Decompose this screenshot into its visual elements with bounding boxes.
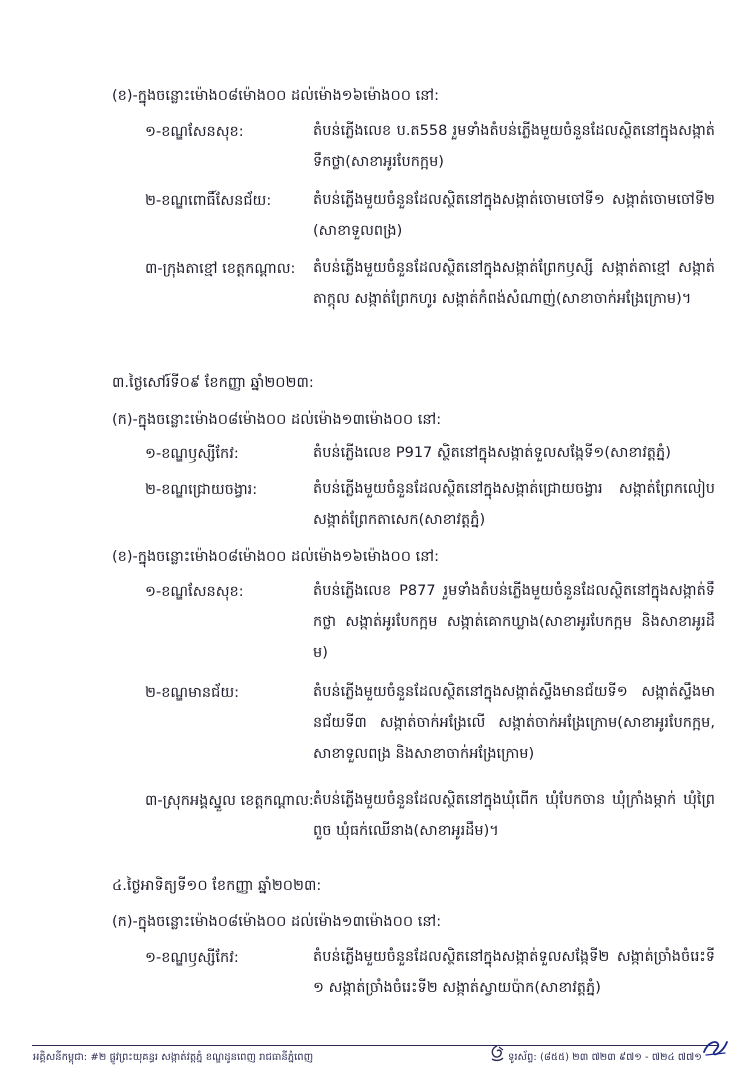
item-description: តំបន់ភ្លើងលេខ P917 ស្ថិតនៅក្នុងសង្កាត់ទួលសង្កែទី១(សាខាវត្តភ្នំ)	[313, 445, 671, 461]
footer-address: អគ្គិសនីកម្ពុជា: #២ ផ្លូវព្រះយុគន្ធរ សង្កាត់វត្តភ្នំ ខណ្ឌដូនពេញ រាជធានីភ្នំពេញ	[33, 1052, 314, 1063]
item-label: ១-ខណ្ឌសែនសុខ:	[145, 124, 244, 140]
item-label: ១-ខណ្ឌឫស្សីកែវ:	[145, 446, 239, 462]
item-label: ៣-ក្រុងតាខ្មៅ ខេត្តកណ្តាល:	[145, 261, 296, 277]
item-label: ២-ខណ្ឌពោធិ៍សែនជ័យ:	[145, 193, 272, 209]
item-label: ១-ខណ្ឌឫស្សីកែវ:	[145, 950, 239, 966]
item-label: ២-ខណ្ឌជ្រោយចង្វារ:	[145, 482, 258, 498]
footer-phone: ទូរស័ព្ទ: (៨៥៥) ២៣ ៧២៣ ៩៧១ - ៧២៤ ៧៧១	[508, 1052, 702, 1063]
signature-icon	[700, 1036, 730, 1058]
item-description: តំបន់ភ្លើងលេខ P877 រួមទាំងតំបន់ភ្លើងមួយចំនួនដែលស្ថិតនៅក្នុងសង្កាត់ទឹកថ្លា សង្កាត់អូរបែកក្អម សង្កាត់គោកឃ្លាង(សាខាអូរបែកក្អម និងសាខាអូរដឹម)	[313, 583, 715, 661]
day-heading: ៣.ថ្ងៃសៅរ៍ទី០៩ ខែកញ្ញា ឆ្នាំ២០២៣:	[112, 375, 314, 391]
section-a-heading: (ក)-ក្នុងចន្លោះម៉ោង០៨ម៉ោង០០ ដល់ម៉ោង១៣ម៉ោង០០ នៅ:	[112, 914, 442, 930]
item-label: ៣-ស្រុកអង្គស្នួល ខេត្តកណ្តាល:	[145, 793, 314, 809]
item-description: តំបន់ភ្លើងមួយចំនួនដែលស្ថិតនៅក្នុងសង្កាត់ចោមចៅទី១ សង្កាត់ចោមចៅទី២(សាខាទួលពង្រ)	[313, 192, 715, 239]
item-description: តំបន់ភ្លើងលេខ ប.ត558 រួមទាំងតំបន់ភ្លើងមួយចំនួនដែលស្ថិតនៅក្នុងសង្កាត់ទឹកថ្លា(សាខាអូរបែកក្អម)	[313, 123, 715, 170]
day-heading: ៤.ថ្ងៃអាទិត្យទី១០ ខែកញ្ញា ឆ្នាំ២០២៣:	[112, 878, 322, 894]
item-description: តំបន់ភ្លើងមួយចំនួនដែលស្ថិតនៅក្នុងសង្កាត់ទួលសង្កែទី២ សង្កាត់ច្រាំងចំរេះទី១ សង្កាត់ច្រាំងចំរេះទី២ សង្កាត់ស្វាយប៉ាក(សាខាវត្តភ្នំ)	[313, 949, 715, 996]
item-label: ២-ខណ្ឌមានជ័យ:	[145, 685, 240, 701]
item-description: តំបន់ភ្លើងមួយចំនួនដែលស្ថិតនៅក្នុងឃុំពើក ឃុំបែកចាន ឃុំក្រាំងម្កាក់ ឃុំព្រៃពួច ឃុំធក់ឈើនាង(សាខាអូរដឹម)។	[313, 792, 715, 839]
footer-divider	[32, 1045, 718, 1046]
item-description: តំបន់ភ្លើងមួយចំនួនដែលស្ថិតនៅក្នុងសង្កាត់ព្រែកឫស្សី សង្កាត់តាខ្មៅ សង្កាត់តាក្តុល សង្កាត់ព្រែកហូរ សង្កាត់កំពង់សំណាញ់(សាខាចាក់អង្រែក្រោម)។	[313, 260, 715, 307]
section-a-heading: (ក)-ក្នុងចន្លោះម៉ោង០៨ម៉ោង០០ ដល់ម៉ោង១៣ម៉ោង០០ នៅ:	[112, 412, 442, 428]
item-description: តំបន់ភ្លើងមួយចំនួនដែលស្ថិតនៅក្នុងសង្កាត់ស្ទឹងមានជ័យទី១ សង្កាត់ស្ទឹងមានជ័យទី៣ សង្កាត់ចាក់អង្រែលើ សង្កាត់ចាក់អង្រែក្រោម(សាខាអូរបែកក្អម, សាខាទួលពង្រ និងសាខាចាក់អង្រែក្រោម)	[313, 684, 715, 762]
item-description: តំបន់ភ្លើងមួយចំនួនដែលស្ថិតនៅក្នុងសង្កាត់ជ្រោយចង្វារ សង្កាត់ព្រែកលៀប សង្កាត់ព្រែកតាសេក(សាខាវត្តភ្នំ)	[313, 481, 715, 528]
item-label: ១-ខណ្ឌសែនសុខ:	[145, 584, 244, 600]
section-b-heading: (ខ)-ក្នុងចន្លោះម៉ោង០៨ម៉ោង០០ ដល់ម៉ោង១៦ម៉ោង០០ នៅ:	[112, 549, 439, 565]
section-b-heading: (ខ)-ក្នុងចន្លោះម៉ោង០៨ម៉ោង០០ ដល់ម៉ោង១៦ម៉ោង០០ នៅ:	[112, 88, 439, 104]
company-logo-icon	[488, 1044, 506, 1064]
